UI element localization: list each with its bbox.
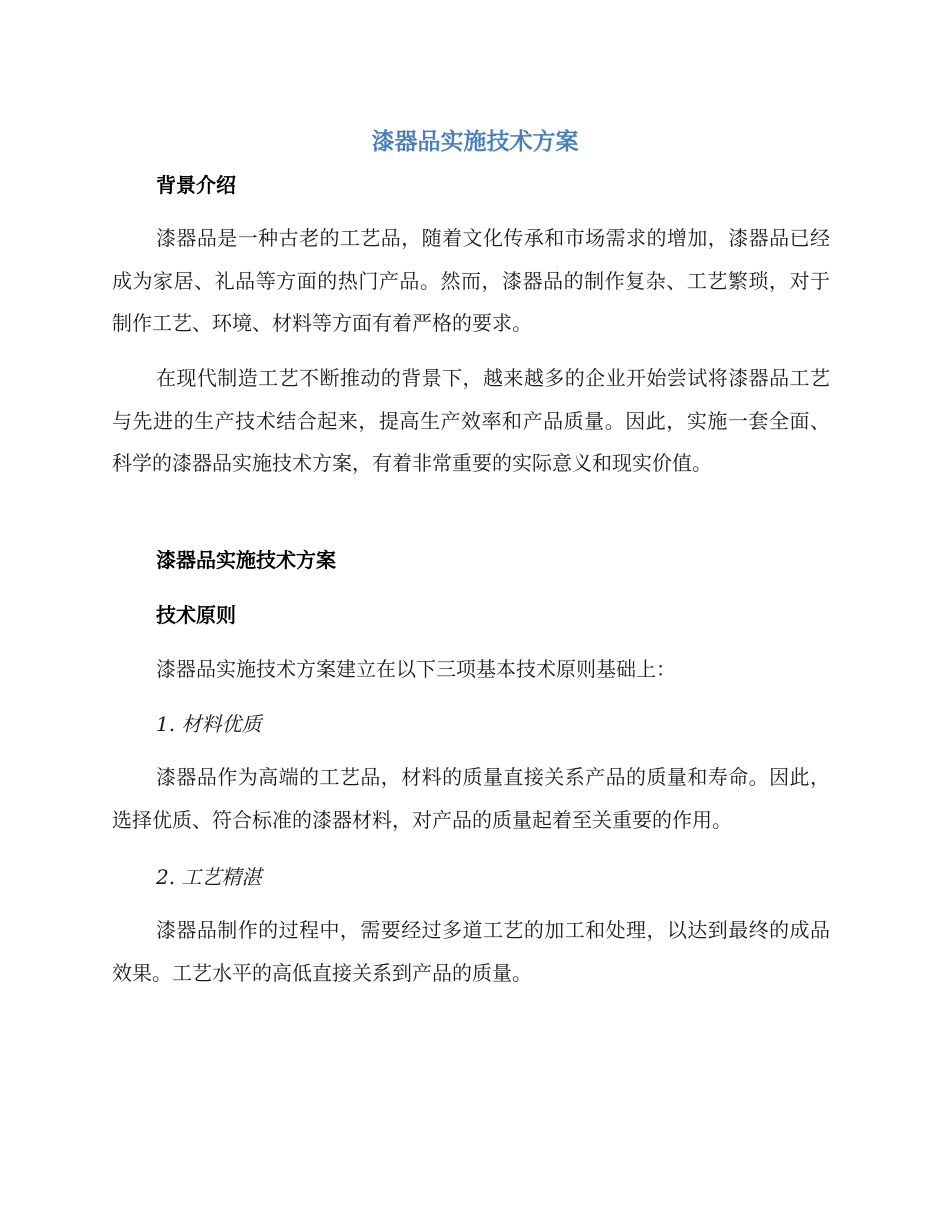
principle-1-label: 1. 材料优质 (156, 712, 262, 736)
background-paragraph-2: 在现代制造工艺不断推动的背景下，越来越多的企业开始尝试将漆器品工艺与先进的生产技术结合起来，提高生产效率和产品质量。因此，实施一套全面、科学的漆器品实施技术方案，有着非常重要的实际意义和现实价值。 (112, 366, 830, 475)
principle-2-text: 漆器品制作的过程中，需要经过多道工艺的加工和处理，以达到最终的成品效果。工艺水平的高低直接关系到产品的质量。 (112, 918, 830, 985)
document-title: 漆器品实施技术方案 (371, 129, 579, 155)
section-heading-plan: 漆器品实施技术方案 (156, 548, 336, 572)
section-heading-background: 背景介绍 (156, 173, 236, 197)
subheading-principles: 技术原则 (156, 603, 236, 627)
principle-2-label: 2. 工艺精湛 (156, 865, 262, 889)
principles-intro: 漆器品实施技术方案建立在以下三项基本技术原则基础上： (156, 657, 676, 681)
background-paragraph-1: 漆器品是一种古老的工艺品，随着文化传承和市场需求的增加，漆器品已经成为家居、礼品等方面的热门产品。然而，漆器品的制作复杂、工艺繁琐，对于制作工艺、环境、材料等方面有着严格的要求。 (112, 226, 830, 335)
principle-1-text: 漆器品作为高端的工艺品，材料的质量直接关系产品的质量和寿命。因此，选择优质、符合标准的漆器材料，对产品的质量起着至关重要的作用。 (112, 765, 830, 832)
